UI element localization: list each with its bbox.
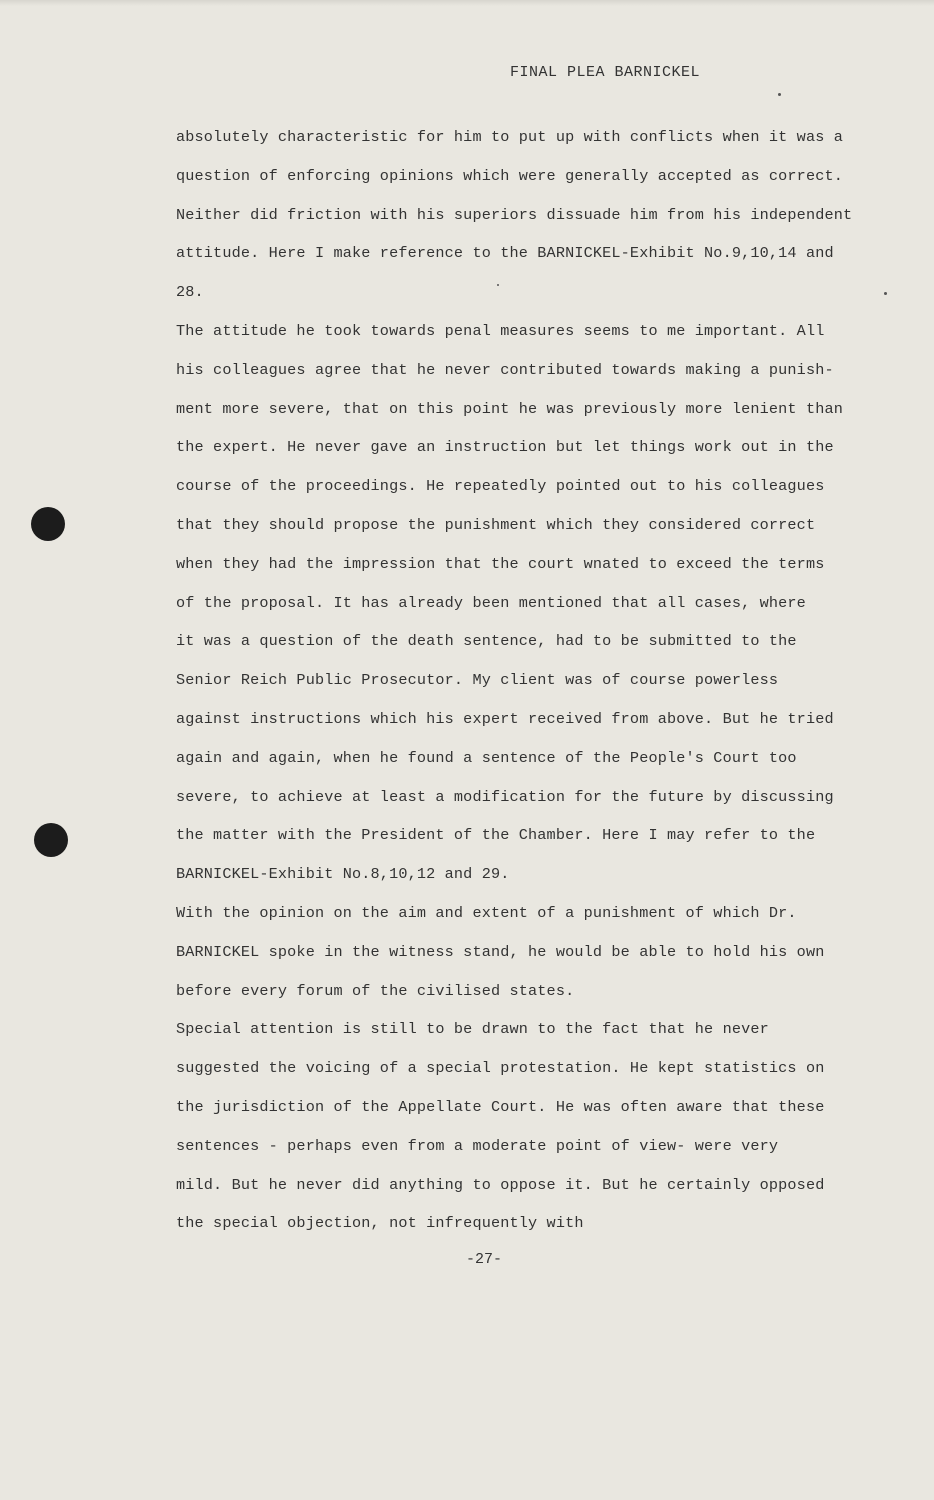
text-line: The attitude he took towards penal measures seems to me important. All (176, 321, 825, 340)
punch-hole-lower (34, 823, 68, 857)
text-line: when they had the impression that the court wnated to exceed the terms (176, 554, 825, 573)
text-line: again and again, when he found a sentence of the People's Court too (176, 748, 797, 767)
text-line: With the opinion on the aim and extent of a punishment of which Dr. (176, 903, 797, 922)
text-line: against instructions which his expert received from above. But he tried (176, 709, 834, 728)
text-line: his colleagues agree that he never contributed towards making a punish- (176, 360, 834, 379)
text-line: it was a question of the death sentence, had to be submitted to the (176, 632, 797, 651)
punch-hole-upper (31, 507, 65, 541)
text-line: course of the proceedings. He repeatedly pointed out to his colleagues (176, 477, 825, 496)
paper-speck (497, 284, 499, 286)
text-line: 28. (176, 283, 204, 302)
text-line: the special objection, not infrequently with (176, 1214, 584, 1233)
page-top-edge (0, 0, 934, 6)
text-line: BARNICKEL-Exhibit No.8,10,12 and 29. (176, 865, 510, 884)
paper-speck (884, 292, 887, 295)
page-header-title: FINAL PLEA BARNICKEL (510, 64, 701, 81)
text-line: sentences - perhaps even from a moderate point of view- were very (176, 1136, 779, 1155)
document-body (176, 118, 876, 1243)
text-line: suggested the voicing of a special protestation. He kept statistics on (176, 1059, 825, 1078)
text-line: before every forum of the civilised states. (176, 981, 575, 1000)
text-line: mild. But he never did anything to oppose it. But he certainly opposed (176, 1175, 825, 1194)
text-line: the expert. He never gave an instruction but let things work out in the (176, 438, 834, 457)
text-line: Special attention is still to be drawn to the fact that he never (176, 1020, 769, 1039)
page-number: -27- (466, 1251, 503, 1268)
text-line: the matter with the President of the Chamber. Here I may refer to the (176, 826, 816, 845)
text-line: absolutely characteristic for him to put up with conflicts when it was a (176, 128, 844, 146)
text-line: BARNICKEL spoke in the witness stand, he would be able to hold his own (176, 942, 825, 961)
text-line: that they should propose the punishment which they considered correct (176, 515, 816, 534)
text-line: ment more severe, that on this point he was previously more lenient than (176, 399, 844, 418)
text-line: the jurisdiction of the Appellate Court. He was often aware that these (176, 1097, 825, 1116)
text-line: of the proposal. It has already been mentioned that all cases, where (176, 593, 806, 612)
text-line: Neither did friction with his superiors dissuade him from his independent (176, 205, 853, 224)
paper-speck (778, 93, 781, 96)
text-line: severe, to achieve at least a modification for the future by discussing (176, 787, 834, 806)
text-line: question of enforcing opinions which were generally accepted as correct. (176, 166, 844, 185)
text-line: attitude. Here I make reference to the BARNICKEL-Exhibit No.9,10,14 and (176, 244, 834, 263)
text-line: Senior Reich Public Prosecutor. My client was of course powerless (176, 671, 779, 690)
